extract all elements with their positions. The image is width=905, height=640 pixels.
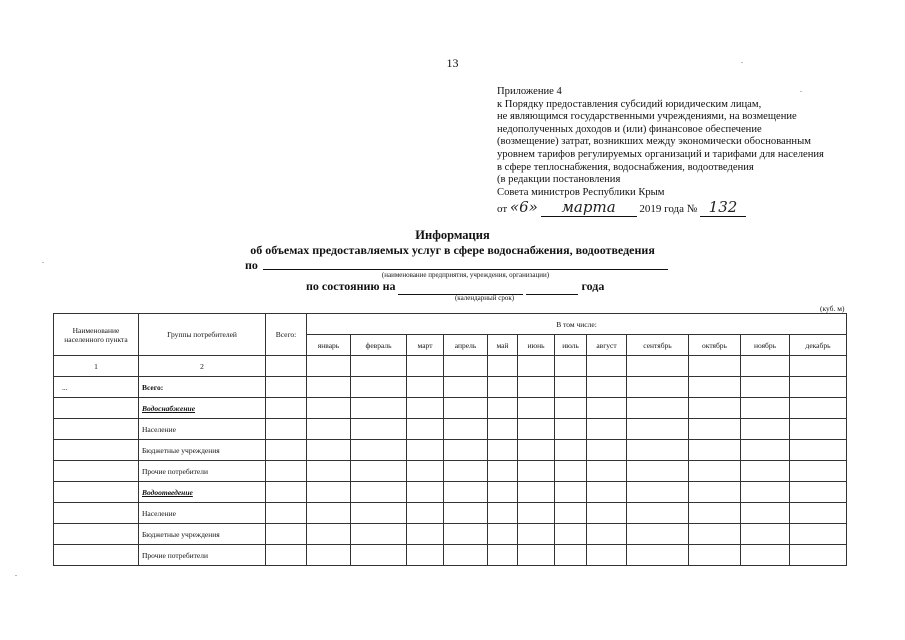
table-row xyxy=(54,461,847,482)
header-total: Всего: xyxy=(266,314,307,356)
value-cell[interactable] xyxy=(689,545,741,566)
value-cell[interactable] xyxy=(266,440,307,461)
value-cell[interactable] xyxy=(790,398,847,419)
value-cell[interactable] xyxy=(555,545,587,566)
value-cell[interactable] xyxy=(741,440,790,461)
value-cell[interactable] xyxy=(587,524,627,545)
value-cell[interactable] xyxy=(689,482,741,503)
value-cell[interactable] xyxy=(741,398,790,419)
value-cell[interactable] xyxy=(351,482,407,503)
value-cell[interactable] xyxy=(407,524,444,545)
value-cell[interactable] xyxy=(351,440,407,461)
settlement-cell: ... xyxy=(54,377,139,398)
value-cell[interactable] xyxy=(488,503,518,524)
value-cell[interactable] xyxy=(790,482,847,503)
value-cell[interactable] xyxy=(587,419,627,440)
header-including: В том числе: xyxy=(307,314,847,335)
value-cell[interactable] xyxy=(407,503,444,524)
value-cell[interactable] xyxy=(555,440,587,461)
value-cell[interactable] xyxy=(741,503,790,524)
value-cell[interactable] xyxy=(266,503,307,524)
value-cell[interactable] xyxy=(488,524,518,545)
value-cell[interactable] xyxy=(790,440,847,461)
data-table xyxy=(53,313,847,566)
value-cell[interactable] xyxy=(488,440,518,461)
value-cell[interactable] xyxy=(689,461,741,482)
value-cell[interactable] xyxy=(266,419,307,440)
appendix-line: (возмещение) затрат, возникших между экономически обоснованным xyxy=(497,136,811,148)
value-cell[interactable] xyxy=(307,377,351,398)
value-cell[interactable] xyxy=(790,461,847,482)
date-prefix: от xyxy=(497,203,508,215)
header-month: март xyxy=(407,335,444,356)
state-line xyxy=(306,279,604,295)
value-cell[interactable] xyxy=(307,545,351,566)
consumer-group-label: Всего: xyxy=(139,377,266,398)
scan-speck xyxy=(15,575,17,576)
state-period-blank xyxy=(526,279,578,295)
value-cell[interactable] xyxy=(307,503,351,524)
value-cell[interactable] xyxy=(741,545,790,566)
period-caption: (календарный срок) xyxy=(454,294,515,302)
settlement-cell xyxy=(54,440,139,461)
value-cell[interactable] xyxy=(407,482,444,503)
table-row xyxy=(54,545,847,566)
value-cell[interactable] xyxy=(444,440,488,461)
value-cell[interactable] xyxy=(627,503,689,524)
value-cell[interactable] xyxy=(627,524,689,545)
appendix-line: (в редакции постановления xyxy=(497,174,621,186)
appendix-line: к Порядку предоставления субсидий юридическим лицам, xyxy=(497,98,762,110)
consumer-group-label: Население xyxy=(139,419,266,440)
value-cell[interactable] xyxy=(518,377,555,398)
value-cell[interactable] xyxy=(741,524,790,545)
value-cell[interactable] xyxy=(488,398,518,419)
value-cell[interactable] xyxy=(351,545,407,566)
consumer-group-label: Бюджетные учреждения xyxy=(139,440,266,461)
value-cell[interactable] xyxy=(518,503,555,524)
document-title: Информация xyxy=(415,228,490,242)
settlement-cell xyxy=(54,398,139,419)
value-cell[interactable] xyxy=(444,482,488,503)
scan-speck xyxy=(42,262,44,263)
value-cell[interactable] xyxy=(555,503,587,524)
value-cell[interactable] xyxy=(488,377,518,398)
value-cell[interactable] xyxy=(555,482,587,503)
value-cell[interactable] xyxy=(351,524,407,545)
value-cell[interactable] xyxy=(587,545,627,566)
value-cell[interactable] xyxy=(555,524,587,545)
appendix-line: Совета министров Республики Крым xyxy=(497,186,665,198)
settlement-cell xyxy=(54,419,139,440)
date-year: 2019 года № xyxy=(639,203,698,215)
value-cell[interactable] xyxy=(518,524,555,545)
value-cell[interactable] xyxy=(790,377,847,398)
table-row xyxy=(54,503,847,524)
header-groups: Группы потребителей xyxy=(139,314,266,356)
value-cell[interactable] xyxy=(790,545,847,566)
value-cell[interactable] xyxy=(307,482,351,503)
resolution-date-line xyxy=(497,198,746,217)
col-number-2: 2 xyxy=(139,356,266,377)
value-cell[interactable] xyxy=(518,482,555,503)
appendix-line: не являющимся государственными учреждениями, на возмещение xyxy=(497,111,797,123)
value-cell[interactable] xyxy=(488,545,518,566)
value-cell[interactable] xyxy=(351,377,407,398)
value-cell[interactable] xyxy=(488,482,518,503)
consumer-group-label: Население xyxy=(139,503,266,524)
value-cell[interactable] xyxy=(307,524,351,545)
value-cell[interactable] xyxy=(587,377,627,398)
value-cell[interactable] xyxy=(627,398,689,419)
value-cell[interactable] xyxy=(266,398,307,419)
value-cell[interactable] xyxy=(689,377,741,398)
value-cell[interactable] xyxy=(627,461,689,482)
settlement-cell xyxy=(54,461,139,482)
value-cell[interactable] xyxy=(587,398,627,419)
settlement-cell xyxy=(54,482,139,503)
value-cell[interactable] xyxy=(307,398,351,419)
value-cell[interactable] xyxy=(689,524,741,545)
header-month: октябрь xyxy=(689,335,741,356)
value-cell[interactable] xyxy=(407,398,444,419)
value-cell[interactable] xyxy=(444,419,488,440)
value-cell[interactable] xyxy=(555,461,587,482)
value-cell[interactable] xyxy=(307,440,351,461)
consumer-group-label: Прочие потребители xyxy=(139,461,266,482)
date-day: «6» xyxy=(509,198,538,216)
header-month: август xyxy=(587,335,627,356)
value-cell[interactable] xyxy=(351,461,407,482)
appendix-line: недополученных доходов и (или) финансовое обеспечение xyxy=(497,123,762,135)
value-cell[interactable] xyxy=(307,419,351,440)
table-row xyxy=(54,398,847,419)
col-number-1: 1 xyxy=(54,356,139,377)
value-cell[interactable] xyxy=(790,503,847,524)
value-cell[interactable] xyxy=(266,524,307,545)
value-cell[interactable] xyxy=(444,398,488,419)
value-cell[interactable] xyxy=(407,377,444,398)
value-cell[interactable] xyxy=(741,377,790,398)
resolution-number: 132 xyxy=(700,198,746,217)
value-cell[interactable] xyxy=(627,545,689,566)
org-fill-line xyxy=(263,269,668,270)
value-cell[interactable] xyxy=(266,545,307,566)
value-cell[interactable] xyxy=(627,440,689,461)
value-cell[interactable] xyxy=(407,440,444,461)
header-month: декабрь xyxy=(790,335,847,356)
header-month: январь xyxy=(307,335,351,356)
settlement-cell xyxy=(54,503,139,524)
date-month: марта xyxy=(541,198,637,217)
value-cell[interactable] xyxy=(689,440,741,461)
value-cell[interactable] xyxy=(407,461,444,482)
table-row xyxy=(54,524,847,545)
header-month: сентябрь xyxy=(627,335,689,356)
header-month: июль xyxy=(555,335,587,356)
appendix-line: Приложение 4 xyxy=(497,86,562,97)
header-month: июнь xyxy=(518,335,555,356)
document-subtitle: об объемах предоставляемых услуг в сфере водоснабжения, водоотведения xyxy=(250,243,655,257)
value-cell[interactable] xyxy=(266,461,307,482)
consumer-group-label: Прочие потребители xyxy=(139,545,266,566)
value-cell[interactable] xyxy=(587,482,627,503)
table-row xyxy=(54,482,847,503)
value-cell[interactable] xyxy=(627,419,689,440)
scan-speck xyxy=(800,91,802,92)
table-row xyxy=(54,419,847,440)
header-settlement: Наименование населенного пункта xyxy=(54,314,139,356)
value-cell[interactable] xyxy=(351,398,407,419)
header-month: ноябрь xyxy=(741,335,790,356)
consumer-group-label: Бюджетные учреждения xyxy=(139,524,266,545)
table-row xyxy=(54,377,847,398)
value-cell[interactable] xyxy=(689,398,741,419)
settlement-cell xyxy=(54,524,139,545)
header-month: апрель xyxy=(444,335,488,356)
value-cell[interactable] xyxy=(307,461,351,482)
value-cell[interactable] xyxy=(518,461,555,482)
consumer-group-label: Водоотведение xyxy=(139,482,266,503)
state-label: по состоянию на xyxy=(306,279,396,293)
value-cell[interactable] xyxy=(587,461,627,482)
value-cell[interactable] xyxy=(627,482,689,503)
appendix-line: уровнем тарифов регулируемых организаций и тарифами для населения xyxy=(497,148,824,160)
units-label: (куб. м) xyxy=(820,304,845,313)
org-label: по xyxy=(245,258,258,272)
value-cell[interactable] xyxy=(555,377,587,398)
value-cell[interactable] xyxy=(518,440,555,461)
org-caption: (наименование предприятия, учреждения, организации) xyxy=(381,271,550,279)
value-cell[interactable] xyxy=(444,545,488,566)
table-row xyxy=(54,440,847,461)
value-cell[interactable] xyxy=(266,377,307,398)
header-month: февраль xyxy=(351,335,407,356)
value-cell[interactable] xyxy=(518,545,555,566)
appendix-line: в сфере теплоснабжения, водоснабжения, водоотведения xyxy=(497,161,754,173)
page-number: 13 xyxy=(446,56,459,70)
value-cell[interactable] xyxy=(351,419,407,440)
value-cell[interactable] xyxy=(689,419,741,440)
value-cell[interactable] xyxy=(488,461,518,482)
value-cell[interactable] xyxy=(444,377,488,398)
state-date-blank xyxy=(398,279,523,295)
value-cell[interactable] xyxy=(555,419,587,440)
consumer-group-label: Водоснабжение xyxy=(139,398,266,419)
value-cell[interactable] xyxy=(555,398,587,419)
value-cell[interactable] xyxy=(351,503,407,524)
value-cell[interactable] xyxy=(741,461,790,482)
value-cell[interactable] xyxy=(741,419,790,440)
value-cell[interactable] xyxy=(444,461,488,482)
state-suffix: года xyxy=(581,279,605,293)
value-cell[interactable] xyxy=(518,419,555,440)
value-cell[interactable] xyxy=(587,503,627,524)
scan-speck xyxy=(741,62,743,63)
value-cell[interactable] xyxy=(741,482,790,503)
value-cell[interactable] xyxy=(444,503,488,524)
value-cell[interactable] xyxy=(587,440,627,461)
value-cell[interactable] xyxy=(790,524,847,545)
value-cell[interactable] xyxy=(689,503,741,524)
settlement-cell xyxy=(54,545,139,566)
appendix-block xyxy=(497,86,877,199)
value-cell[interactable] xyxy=(790,419,847,440)
value-cell[interactable] xyxy=(266,482,307,503)
value-cell[interactable] xyxy=(488,419,518,440)
value-cell[interactable] xyxy=(407,545,444,566)
value-cell[interactable] xyxy=(407,419,444,440)
value-cell[interactable] xyxy=(444,524,488,545)
value-cell[interactable] xyxy=(627,377,689,398)
header-month: май xyxy=(488,335,518,356)
value-cell[interactable] xyxy=(518,398,555,419)
